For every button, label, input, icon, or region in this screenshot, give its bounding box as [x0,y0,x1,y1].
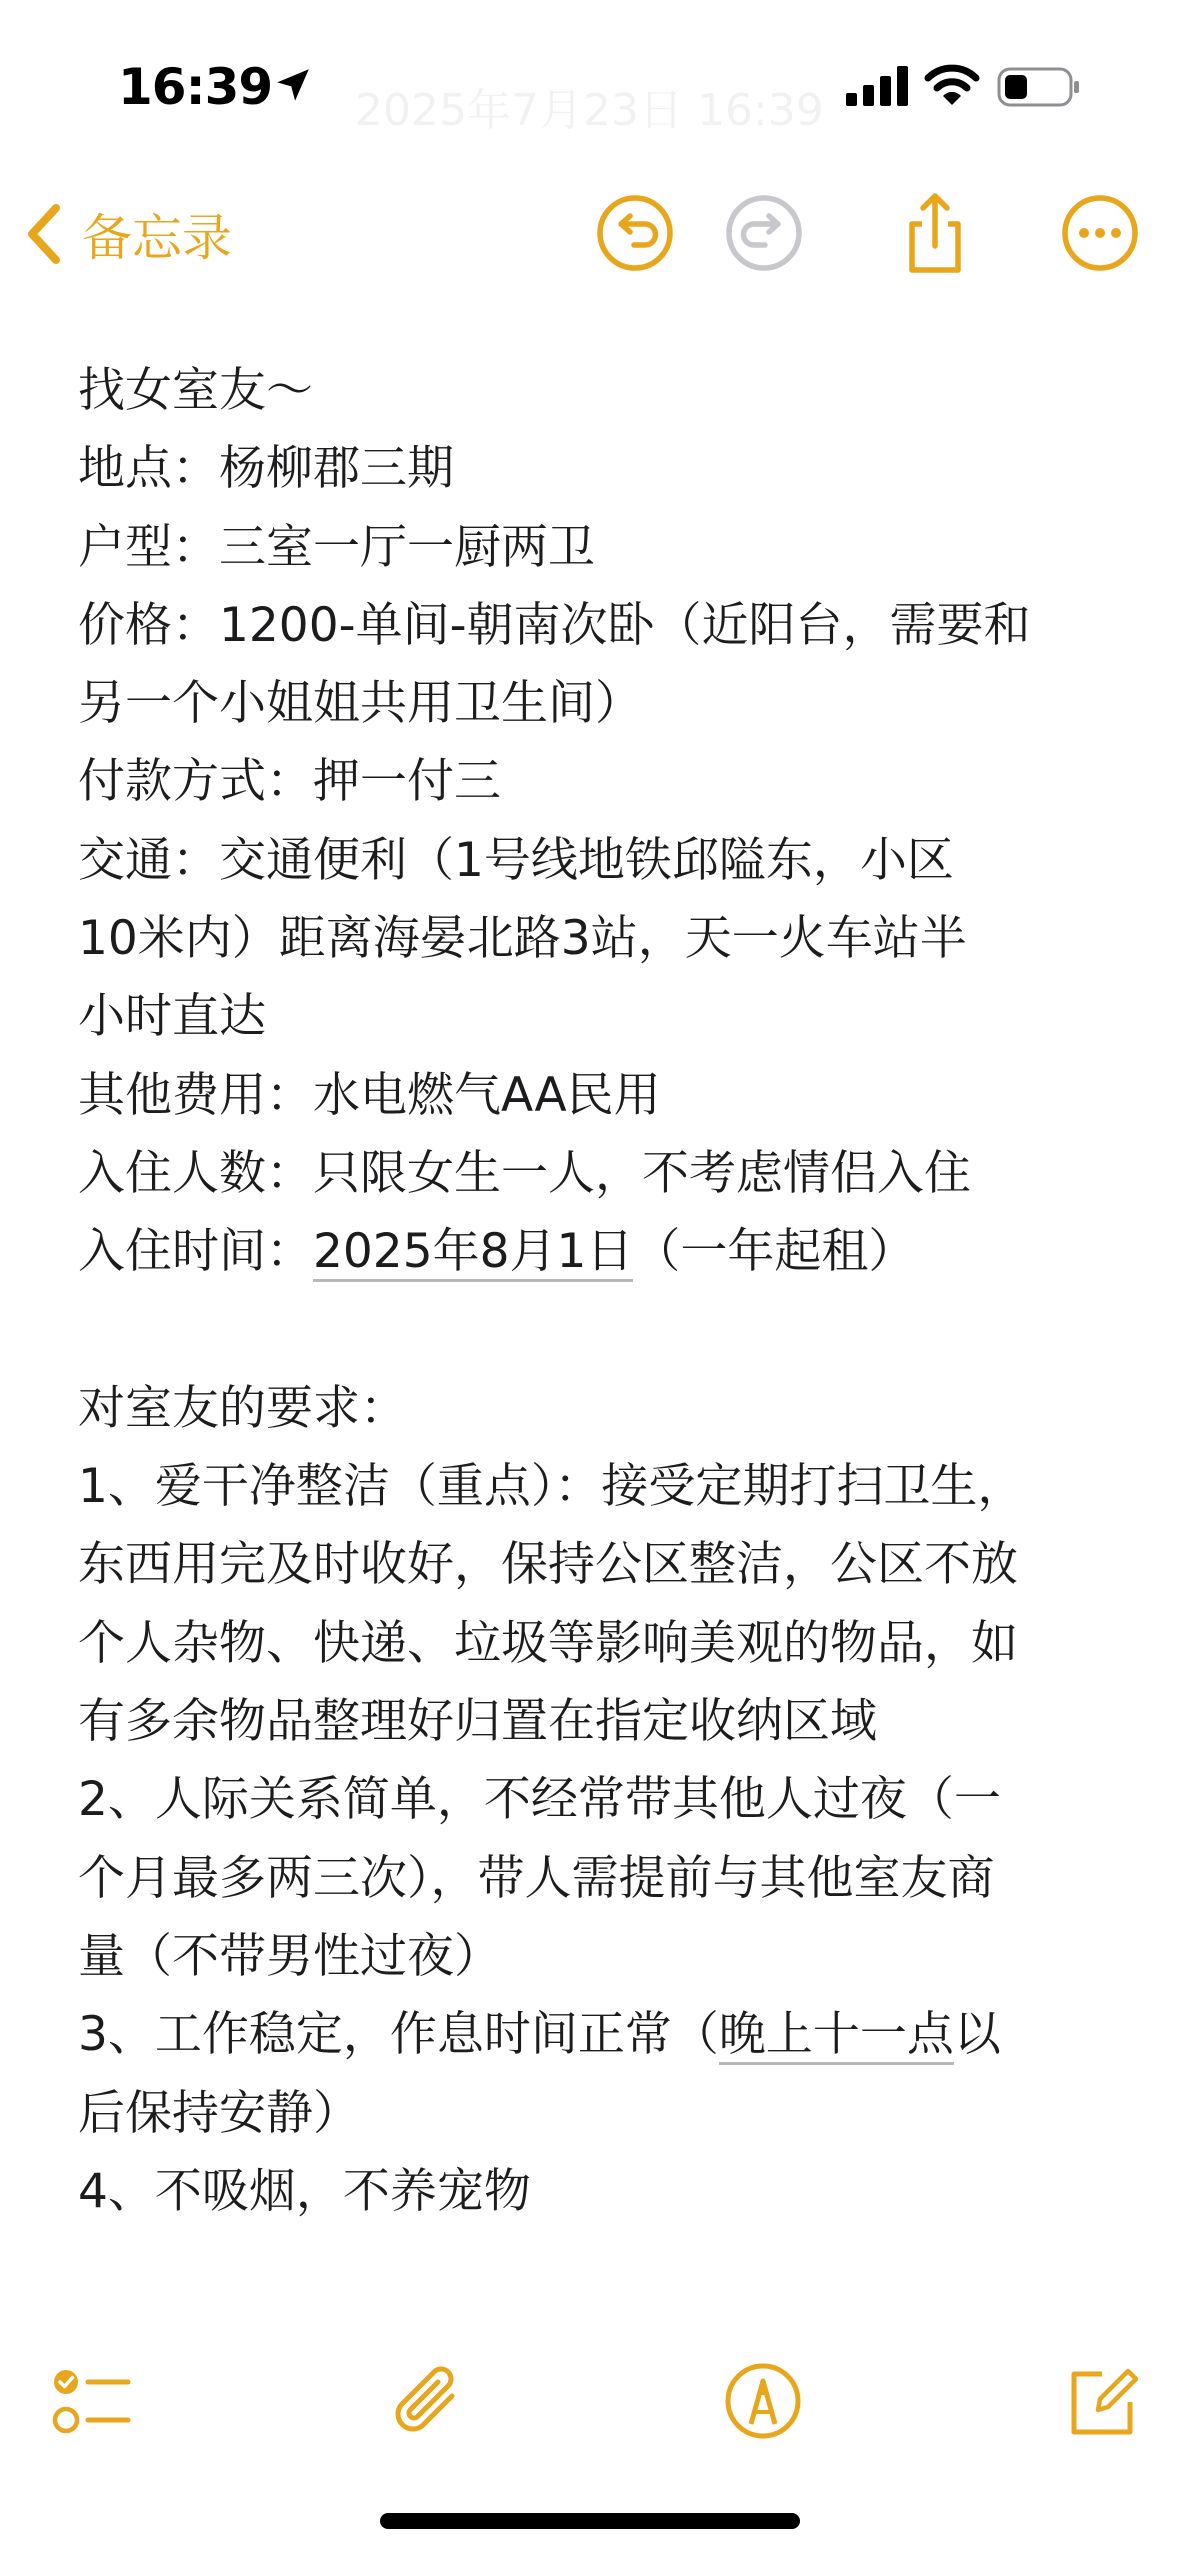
back-button[interactable] [22,194,232,274]
share-icon[interactable] [892,190,978,276]
checklist-icon[interactable] [48,2358,134,2444]
compose-icon[interactable] [1058,2358,1144,2444]
detected-date-link[interactable]: 2025年8月1日 [313,1224,633,1282]
more-icon[interactable] [1057,190,1143,276]
note-line: 个人杂物、快递、垃圾等影响美观的物品，如 [78,1615,1018,1671]
note-line: 付款方式：押一付三 [78,754,501,810]
note-line: 入住人数：只限女生一人，不考虑情侣入住 [78,1145,971,1201]
note-line: 另一个小姐姐共用卫生间） [78,676,642,732]
note-line: 4、不吸烟，不养宠物 [78,2163,531,2219]
note-line: 交通：交通便利（1号线地铁邱隘东，小区 [78,832,954,888]
note-line: 户型：三室一厅一厨两卫 [78,519,595,575]
attachment-icon[interactable] [386,2358,472,2444]
faded-timestamp: 2025年7月23日 16:39 [355,85,824,136]
note-text: （一年起租） [633,1224,916,1280]
note-line: 有多余物品整理好归置在指定收纳区域 [78,1694,877,1750]
note-line [78,1996,1118,2074]
note-line: 小时直达 [78,989,266,1045]
back-label: 备忘录 [82,209,232,267]
note-line: 价格：1200-单间-朝南次卧（近阳台，需要和 [78,597,1031,653]
detected-date-link[interactable]: 晚上十一点 [719,2007,954,2065]
chevron-left-icon [22,202,66,266]
note-text: 以 [953,2007,1001,2063]
note-line [78,1213,1118,1291]
note-line: 10米内）距离海晏北路3站，天一火车站半 [78,911,967,967]
undo-icon[interactable] [592,190,678,276]
note-line: 对室友的要求： [78,1380,407,1436]
wifi-icon [924,62,980,108]
cellular-signal-icon [846,66,908,106]
note-body[interactable] [78,352,1118,2231]
battery-icon [997,66,1081,108]
bottom-toolbar [0,2340,1179,2460]
note-line: 2、人际关系简单，不经常带其他人过夜（一 [78,1772,1001,1828]
note-line: 量（不带男性过夜） [78,1928,501,1984]
note-line: 东西用完及时收好，保持公区整洁，公区不放 [78,1537,1018,1593]
note-text: 3、工作稳定，作息时间正常（ [78,2007,719,2063]
navigation-bar [0,180,1179,290]
note-line: 找女室友～ [78,363,313,418]
location-arrow-icon [272,64,314,106]
note-text: 入住时间： [78,1224,313,1280]
note-line: 其他费用：水电燃气AA民用 [78,1067,661,1123]
note-line: 地点：杨柳郡三期 [78,441,454,497]
redo-icon[interactable] [721,190,807,276]
home-indicator [380,2513,800,2529]
note-line: 个月最多两三次），带人需提前与其他室友商 [78,1850,995,1906]
note-line: 后保持安静） [78,2085,360,2141]
status-time: 16:39 [118,58,273,116]
status-bar [0,0,1179,170]
note-line [78,1292,1118,1370]
markup-icon[interactable] [720,2358,806,2444]
note-line: 1、爱干净整洁（重点）：接受定期打扫卫生， [78,1459,1025,1515]
